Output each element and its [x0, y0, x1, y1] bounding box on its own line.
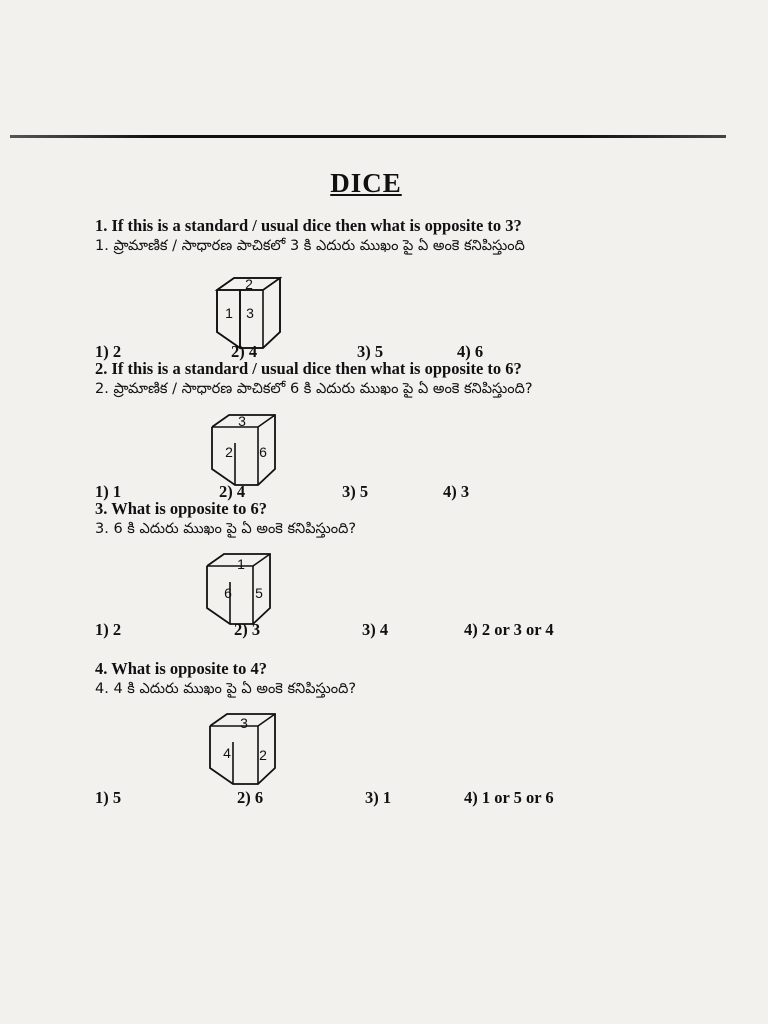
question-1-telugu: 1. ప్రామాణిక / సాధారణ పాచికలో 3 కి ఎదురు ముఖం పై ఏ అంకె కనిపిస్తుంది — [95, 238, 525, 254]
dice-3-right-face: 5 — [255, 585, 263, 601]
dice-1-right-face: 3 — [246, 305, 254, 321]
q3-option-2: 2) 3 — [234, 620, 261, 639]
question-4-english: 4. What is opposite to 4? — [95, 659, 268, 678]
q1-option-2: 2) 4 — [231, 342, 258, 361]
question-4-telugu: 4. 4 కి ఎదురు ముఖం పై ఏ అంకె కనిపిస్తుంది? — [95, 681, 357, 697]
q4-option-4: 4) 1 or 5 or 6 — [464, 788, 554, 807]
dice-4-right-face: 2 — [259, 747, 267, 763]
q4-option-3: 3) 1 — [365, 788, 392, 807]
dice-4-left-face: 4 — [223, 745, 231, 761]
q4-option-1: 1) 5 — [95, 788, 122, 807]
dice-1-top-face: 2 — [245, 276, 253, 292]
dice-figure-4 — [207, 712, 279, 786]
q4-option-2: 2) 6 — [237, 788, 264, 807]
q1-option-3: 3) 5 — [357, 342, 384, 361]
dice-4-top-face: 3 — [240, 715, 248, 731]
dice-1-left-face: 1 — [225, 305, 233, 321]
dice-3-left-face: 6 — [224, 585, 232, 601]
q2-option-4: 4) 3 — [443, 482, 470, 501]
q3-option-3: 3) 4 — [362, 620, 389, 639]
page-title: DICE — [330, 168, 402, 198]
question-2-telugu: 2. ప్రామాణిక / సాధారణ పాచికలో 6 కి ఎదురు ముఖం పై ఏ అంకె కనిపిస్తుంది? — [95, 381, 533, 397]
top-rule — [10, 135, 726, 138]
question-3-telugu: 3. 6 కి ఎదురు ముఖం పై ఏ అంకె కనిపిస్తుంది? — [95, 521, 357, 537]
dice-2-right-face: 6 — [259, 444, 267, 460]
q1-option-4: 4) 6 — [457, 342, 484, 361]
q2-option-3: 3) 5 — [342, 482, 369, 501]
q3-option-1: 1) 2 — [95, 620, 122, 639]
question-3-english: 3. What is opposite to 6? — [95, 499, 268, 518]
q3-option-4: 4) 2 or 3 or 4 — [464, 620, 554, 639]
dice-2-left-face: 2 — [225, 444, 233, 460]
dice-figure-1 — [214, 276, 284, 350]
dice-figure-3 — [204, 552, 274, 626]
dice-2-top-face: 3 — [238, 413, 246, 429]
question-1-english: 1. If this is a standard / usual dice then what is opposite to 3? — [95, 216, 522, 235]
q2-option-2: 2) 4 — [219, 482, 246, 501]
question-2-english: 2. If this is a standard / usual dice then what is opposite to 6? — [95, 359, 522, 378]
q1-option-1: 1) 2 — [95, 342, 122, 361]
dice-figure-2 — [209, 413, 279, 487]
dice-3-top-face: 1 — [237, 556, 245, 572]
q2-option-1: 1) 1 — [95, 482, 122, 501]
